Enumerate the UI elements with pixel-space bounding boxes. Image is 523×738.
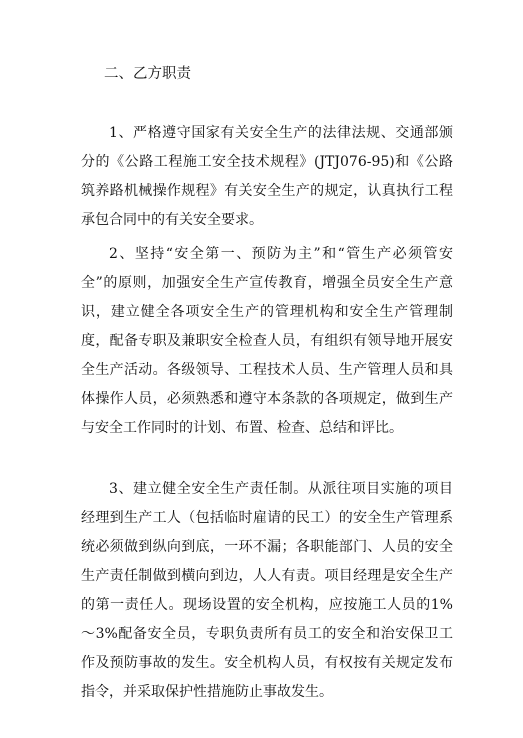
paragraph-2: 2、坚持“安全第一、预防为主”和“管生产必须管安全”的原则，加强安全生产宣传教育，增强全员安全生产意识，建立健全各项安全生产的管理机构和安全生产管理制度，配备专职及兼职安全检查人员，有组织有领导地开展安全生产活动。各级领导、工程技术人员、生产管理人员和具体操作人员，必须熟悉和遵守本条款的各项规定，做到生产与安全工作同时的计划、布置、检查、总结和评比。 (81, 246, 453, 436)
section-heading: 二、乙方职责 (104, 66, 191, 82)
paragraph-1: 1、严格遵守国家有关安全生产的法律法规、交通部颁分的《公路工程施工安全技术规程》(JTJ076-95)和《公路筑养路机械操作规程》有关安全生产的规定，认真执行工程承包合同中的有关安全要求。 (81, 125, 453, 228)
paragraph-3: 3、建立健全安全生产责任制。从派往项目实施的项目经理到生产工人（包括临时雇请的民工）的安全生产管理系统必须做到纵向到底，一环不漏；各职能部门、人员的安全生产责任制做到横向到边，人人有责。项目经理是安全生产的第一责任人。现场设置的安全机构，应按施工人员的1%～3%配备安全员，专职负责所有员工的安全和治安保卫工作及预防事故的发生。安全机构人员，有权按有关规定发布指令，并采取保护性措施防止事故发生。 (81, 481, 453, 700)
